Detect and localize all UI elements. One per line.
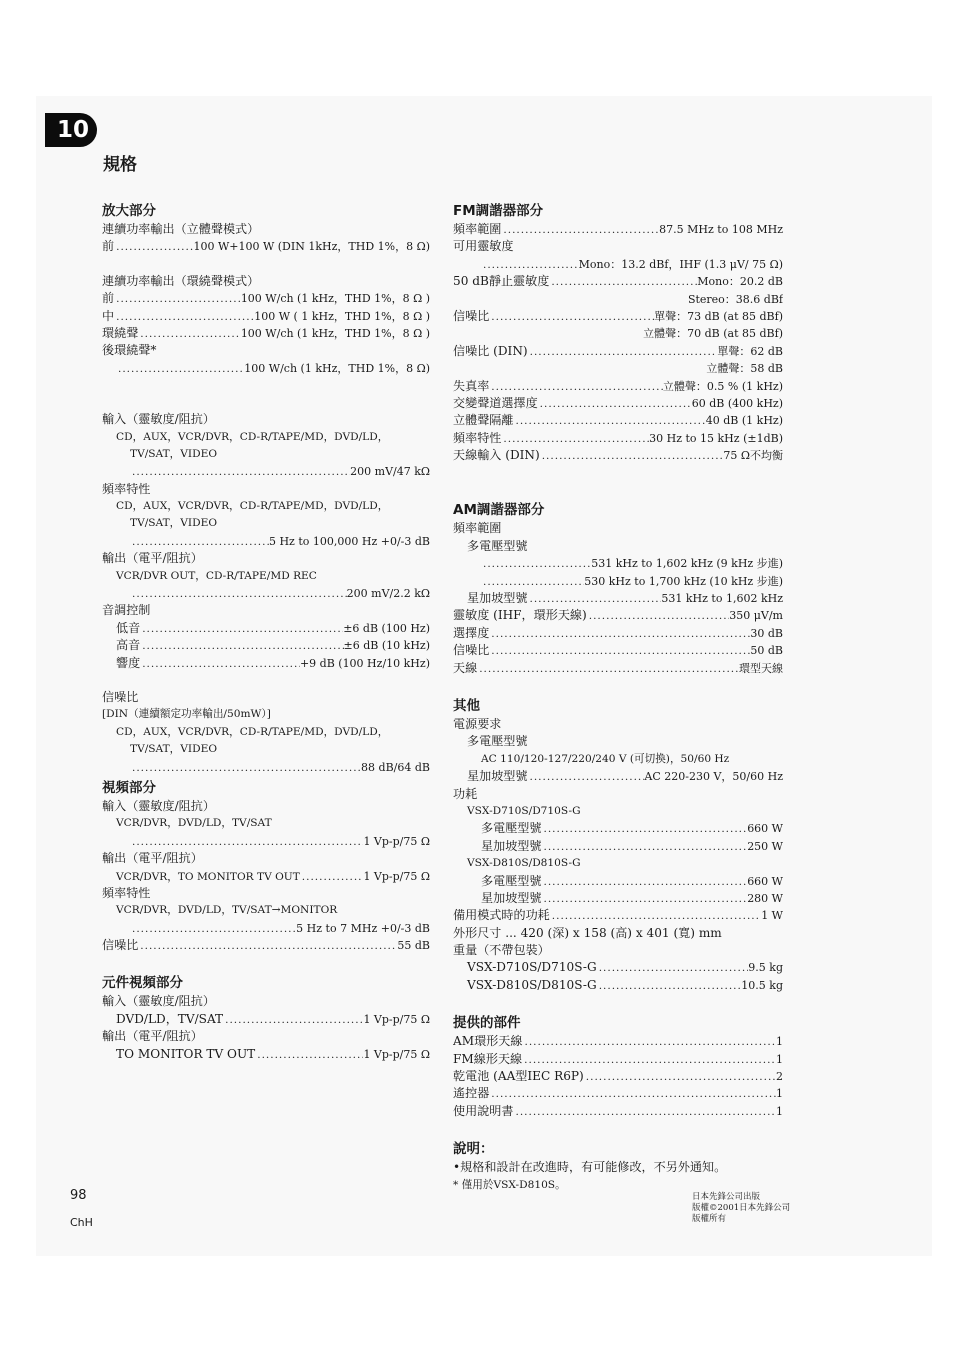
spec-row (453, 221, 783, 238)
spec-row (102, 655, 430, 672)
spec-sources: VCR/DVR，DVD/LD，TV/SAT→MONITOR (116, 904, 338, 917)
spec-value: 立體聲：58 dB (706, 362, 783, 376)
spec-value: 350 μV/m (729, 609, 783, 623)
dot-leader (541, 839, 747, 855)
spec-value: 5 Hz to 100,000 Hz +0/-3 dB (268, 534, 430, 548)
spec-sources: VCR/DVR OUT，CD-R/TAPE/MD REC (116, 569, 317, 582)
spec-sources: CD，AUX，VCR/DVR，CD-R/TAPE/MD，DVD/LD， (116, 430, 389, 443)
spacer (453, 994, 783, 1011)
spec-row (453, 977, 783, 994)
dot-leader (597, 978, 742, 994)
spec-value: 1 (776, 1104, 783, 1118)
amp-heading: 放大部分 (102, 203, 156, 219)
spec-value: 100 W ( 1 kHz，THD 1%，8 Ω ) (254, 309, 430, 323)
spec-sources: TV/SAT，VIDEO (130, 743, 218, 756)
spec-row (453, 273, 783, 290)
spec-value: 200 mV/2.2 kΩ (346, 587, 430, 601)
spec-value: 5 Hz to 7 MHz +0/-3 dB (296, 921, 430, 935)
spec-value: 立體聲：70 dB (at 85 dBf) (643, 327, 783, 341)
spec-label: 星加坡型號 (467, 769, 528, 784)
component-heading: 元件視頻部分 (102, 975, 183, 992)
spec-value-cont (453, 360, 783, 377)
dot-leader (527, 769, 644, 785)
dot-leader (489, 1086, 776, 1102)
spec-value-cont (453, 291, 783, 308)
dot-leader (550, 908, 761, 924)
spec-value: 單聲：73 dB (at 85 dBf) (654, 309, 783, 323)
spec-label: 信噪比 (453, 643, 490, 658)
dot-leader (501, 431, 649, 447)
spec-row (453, 1051, 783, 1068)
spec-label: 可用靈敏度 (453, 239, 514, 254)
spec-row (102, 290, 430, 307)
dot-leader (527, 591, 661, 607)
spec-label: 失真率 (453, 378, 490, 393)
spec-label: 輸出（電平/阻抗） (102, 1029, 203, 1044)
spec-value: 75 Ω不均衡 (723, 449, 783, 463)
spec-label: 前 (102, 291, 115, 306)
left-column (102, 199, 430, 1063)
spec-row (453, 907, 783, 924)
dot-leader (481, 257, 579, 273)
spec-row (102, 325, 430, 342)
spec-label: 多電壓型號 (481, 821, 542, 836)
spec-label: 星加坡型號 (481, 838, 542, 853)
right-column (453, 199, 783, 1194)
dot-leader (114, 239, 193, 255)
dot-leader (489, 309, 654, 325)
spec-value: ±6 dB (10 kHz) (343, 639, 430, 653)
spec-value: 200 mV/47 kΩ (350, 465, 430, 479)
spec-label: 後環繞聲* (102, 343, 157, 358)
spec-value: 1 W (761, 909, 783, 923)
spec-label: 輸出（電平/阻抗） (102, 551, 203, 566)
dot-leader (489, 379, 663, 395)
dot-leader (114, 309, 254, 325)
spec-label: 交變聲道選擇度 (453, 395, 538, 410)
spec-value: 10.5 kg (741, 978, 783, 992)
spec-row (453, 573, 783, 590)
dot-leader (255, 1047, 363, 1063)
spec-label: 多電壓型號 (467, 538, 528, 553)
spec-value: Mono：20.2 dB (697, 275, 783, 289)
spec-row (453, 820, 783, 837)
model-label: VSX-D810S/D810S-G (467, 977, 597, 992)
language-code: ChH (70, 1216, 93, 1229)
dot-leader (116, 361, 244, 377)
spec-label: 頻率範圍 (453, 222, 502, 236)
spacer (453, 481, 783, 498)
spacer (453, 1120, 783, 1137)
parts-heading: 提供的部件 (453, 1015, 521, 1032)
spec-row (453, 412, 783, 429)
spec-value: 1 (776, 1052, 783, 1066)
spec-value: ±6 dB (100 Hz) (343, 621, 430, 635)
spec-row (102, 360, 430, 377)
spec-value: 40 dB (1 kHz) (705, 414, 783, 428)
spec-label: 頻率特性 (102, 885, 151, 900)
spec-value: 100 W/ch (1 kHz，THD 1%，8 Ω ) (240, 326, 430, 340)
spec-row (453, 447, 783, 464)
spec-label: 中 (102, 308, 115, 323)
spec-row (102, 308, 430, 325)
spec-value: AC 220-230 V，50/60 Hz (644, 770, 783, 784)
misc-heading: 其他 (453, 697, 480, 714)
spec-value: Stereo：38.6 dBf (687, 292, 783, 306)
spec-value: 單聲：62 dB (717, 344, 783, 358)
spec-label: 多電壓型號 (467, 734, 528, 749)
spec-label: 50 dB靜止靈敏度 (453, 274, 550, 289)
page-number: 98 (70, 1188, 87, 1203)
spec-value: 2 (776, 1070, 783, 1084)
spec-label: AM環形天線 (453, 1034, 523, 1049)
spec-value: +9 dB (100 Hz/10 kHz) (299, 656, 430, 670)
spec-row (102, 1046, 430, 1063)
spec-sources: TO MONITOR TV OUT (116, 1046, 256, 1061)
spec-label: 信噪比 (DIN) (453, 343, 528, 358)
fm-heading: FM調諧器部分 (453, 203, 544, 219)
spec-label: 信噪比 (453, 308, 490, 323)
dot-leader (140, 656, 300, 672)
spec-row (102, 533, 430, 550)
spec-label: 遙控器 (453, 1086, 490, 1101)
spec-value: AC 110/120-127/220/240 V (可切換)，50/60 Hz (481, 752, 730, 765)
dot-leader (223, 1012, 363, 1028)
model-label: VSX-D710S/D710S-G (467, 960, 597, 975)
spec-label: 輸出（電平/阻抗） (102, 851, 203, 866)
spec-sources: VCR/DVR，DVD/LD，TV/SAT (116, 817, 272, 830)
spacer (102, 394, 430, 411)
page-title: 規格 (103, 155, 137, 175)
spec-row (102, 759, 430, 776)
spec-row (102, 920, 430, 937)
spec-value: 50 dB (750, 644, 783, 658)
dot-leader (541, 891, 747, 907)
spec-label: 頻率範圍 (453, 521, 502, 536)
spec-label: 輸入（靈敏度/阻抗） (102, 798, 215, 813)
spec-row (453, 590, 783, 607)
spec-label: 輸入（靈敏度/阻抗） (102, 412, 215, 427)
spec-row (453, 873, 783, 890)
spec-label: 音調控制 (102, 603, 151, 618)
dot-leader (597, 960, 749, 976)
spec-row (102, 620, 430, 637)
spec-row (453, 768, 783, 785)
spec-label: 重量（不帶包裝） (453, 943, 550, 958)
spec-row (102, 463, 430, 480)
spacer (102, 672, 430, 689)
spec-label: 天線輸入 (DIN) (453, 448, 540, 463)
spec-value: 立體聲：0.5 % (1 kHz) (662, 379, 783, 393)
chapter-tab: 10 (45, 113, 97, 147)
dot-leader (138, 938, 397, 954)
spec-label: 低音 (116, 620, 141, 635)
dot-leader (300, 869, 364, 885)
dot-leader (513, 1104, 776, 1120)
spec-label: 功耗 (453, 786, 478, 801)
spec-row (453, 343, 783, 360)
spacer (453, 464, 783, 481)
spec-row (453, 607, 783, 624)
spec-row (453, 838, 783, 855)
spec-value: 100 W+100 W (DIN 1kHz，THD 1%，8 Ω) (193, 240, 430, 254)
spec-label: 電源要求 (453, 716, 502, 731)
spec-value: 531 kHz to 1,602 kHz (661, 592, 783, 606)
spec-label: 信噪比 (102, 938, 139, 953)
spec-row (453, 256, 783, 273)
spec-row (102, 868, 430, 885)
spec-value: 環型天線 (739, 661, 783, 675)
spec-row (453, 308, 783, 325)
dot-leader (489, 643, 750, 659)
model-label: VSX-D810S/D810S-G (467, 857, 581, 870)
dot-leader (523, 1034, 777, 1050)
spec-label: 響度 (116, 655, 141, 670)
dot-leader (481, 556, 591, 572)
spec-label: 連續功率輸出（立體聲模式） (102, 222, 260, 236)
spec-row (453, 1068, 783, 1085)
dot-leader (522, 1052, 776, 1068)
rights-line: 版權所有 (692, 1214, 727, 1224)
note-asterisk: * 僅用於VSX-D810S。 (453, 1178, 566, 1191)
video-heading: 視頻部分 (102, 779, 156, 796)
spec-value: 100 W/ch (1 kHz，THD 1%，8 Ω) (244, 361, 430, 375)
dot-leader (541, 874, 747, 890)
model-label: VSX-D710S/D710S-G (467, 804, 581, 817)
spec-label: 環繞聲 (102, 325, 139, 340)
spec-label: 輸入（靈敏度/阻抗） (102, 994, 215, 1009)
dot-leader (130, 834, 363, 850)
note-bullet: • 規格和設計在改進時，有可能修改，不另外通知。 (453, 1159, 783, 1176)
spec-row (453, 1033, 783, 1050)
spec-value: Mono：13.2 dBf，IHF (1.3 μV/ 75 Ω) (578, 257, 783, 271)
spec-label: 乾電池 (AA型IEC R6P) (453, 1069, 584, 1084)
spec-label: 高音 (116, 638, 141, 653)
spacer (453, 677, 783, 694)
spacer (102, 377, 430, 394)
dot-leader (130, 534, 269, 550)
dot-leader (140, 621, 343, 637)
spec-value: 531 kHz to 1,602 kHz (9 kHz 步進) (591, 557, 783, 571)
dot-leader (130, 921, 296, 937)
spec-label: 星加坡型號 (481, 890, 542, 905)
spec-value: 660 W (747, 874, 783, 888)
spec-label: 靈敏度 (IHF，環形天線) (453, 608, 587, 623)
spec-sources: TV/SAT，VIDEO (130, 517, 218, 530)
spec-dimensions: 外形尺寸 ... 420 (深) x 158 (高) x 401 (寬) mm (453, 925, 722, 940)
spec-value: 60 dB (400 kHz) (691, 396, 783, 410)
spec-label: 頻率特性 (102, 481, 151, 496)
spec-row (453, 625, 783, 642)
spec-row (453, 890, 783, 907)
spec-sources: CD，AUX，VCR/DVR，CD-R/TAPE/MD，DVD/LD， (116, 725, 389, 738)
spec-value: 1 (776, 1087, 783, 1101)
spec-sources: DVD/LD，TV/SAT (116, 1011, 224, 1026)
spec-value: 9.5 kg (748, 961, 783, 975)
publisher-info (692, 1192, 790, 1225)
spec-value: 55 dB (397, 939, 430, 953)
spec-value: 280 W (747, 891, 783, 905)
spec-value: 250 W (747, 839, 783, 853)
spec-value: 100 W/ch (1 kHz，THD 1%，8 Ω ) (240, 292, 430, 306)
copyright-line: 版權©2001日本先鋒公司 (692, 1203, 791, 1213)
spec-label: 選擇度 (453, 625, 490, 640)
spec-value: 30 dB (750, 626, 783, 640)
dot-leader (489, 626, 750, 642)
dot-leader (501, 222, 659, 238)
spec-value: 530 kHz to 1,700 kHz (10 kHz 步進) (584, 574, 783, 588)
dot-leader (138, 326, 241, 342)
dot-leader (130, 464, 350, 480)
dot-leader (481, 574, 584, 590)
spec-sources: VCR/DVR，TO MONITOR TV OUT (116, 870, 300, 883)
am-heading: AM調諧器部分 (453, 502, 545, 519)
spec-row (102, 937, 430, 954)
spec-label: 使用說明書 (453, 1103, 514, 1118)
spec-row (102, 238, 430, 255)
spec-label: 頻率特性 (453, 430, 502, 445)
spec-value: 88 dB/64 dB (361, 760, 430, 774)
spec-label: 星加坡型號 (467, 591, 528, 606)
dot-leader (549, 274, 697, 290)
spec-label: 信噪比 (102, 689, 139, 704)
spec-row (453, 395, 783, 412)
dot-leader (477, 661, 739, 677)
spec-sources: CD，AUX，VCR/DVR，CD-R/TAPE/MD，DVD/LD， (116, 500, 389, 513)
spec-row (453, 660, 783, 677)
spec-row (453, 555, 783, 572)
spec-label: 連續功率輸出（環繞聲模式） (102, 273, 260, 288)
spacer (102, 256, 430, 273)
spec-value: 30 Hz to 15 kHz (±1dB) (649, 431, 783, 445)
spec-value: 87.5 MHz to 108 MHz (659, 223, 783, 236)
dot-leader (587, 608, 730, 624)
spec-condition: [DIN（連續額定功率輸出/50mW）] (102, 708, 271, 721)
spec-row (453, 1103, 783, 1120)
dot-leader (114, 291, 241, 307)
spec-label: 前 (102, 239, 115, 254)
dot-leader (538, 396, 692, 412)
dot-leader (528, 344, 718, 360)
spec-row (102, 637, 430, 654)
dot-leader (130, 760, 361, 776)
spec-row (453, 959, 783, 976)
note-heading: 說明： (453, 1141, 494, 1158)
dot-leader (140, 638, 343, 654)
spec-row (102, 833, 430, 850)
dot-leader (130, 586, 347, 602)
spec-label: 天線 (453, 660, 478, 675)
dot-leader (541, 821, 747, 837)
publisher-line: 日本先鋒公司出版 (692, 1192, 761, 1202)
dot-leader (584, 1069, 776, 1085)
spec-row (102, 585, 430, 602)
spec-row (102, 1011, 430, 1028)
spec-row (453, 642, 783, 659)
spec-label: 多電壓型號 (481, 873, 542, 888)
spec-value: 1 Vp-p/75 Ω (363, 869, 430, 883)
spec-value: 660 W (747, 822, 783, 836)
dot-leader (540, 448, 724, 464)
spec-value: 1 Vp-p/75 Ω (363, 1047, 430, 1061)
spec-label: FM線形天線 (453, 1051, 523, 1066)
spec-value: 1 (776, 1035, 783, 1049)
dot-leader (513, 413, 705, 429)
spec-row (453, 378, 783, 395)
spec-value: 1 Vp-p/75 Ω (363, 834, 430, 848)
spec-label: 備用模式時的功耗 (453, 908, 550, 923)
spec-sources: TV/SAT，VIDEO (130, 447, 218, 460)
spec-row (453, 1085, 783, 1102)
spec-row (453, 430, 783, 447)
spec-value-cont (453, 325, 783, 342)
spec-value: 1 Vp-p/75 Ω (363, 1012, 430, 1026)
spacer (102, 954, 430, 971)
spec-label: 立體聲隔離 (453, 413, 514, 428)
